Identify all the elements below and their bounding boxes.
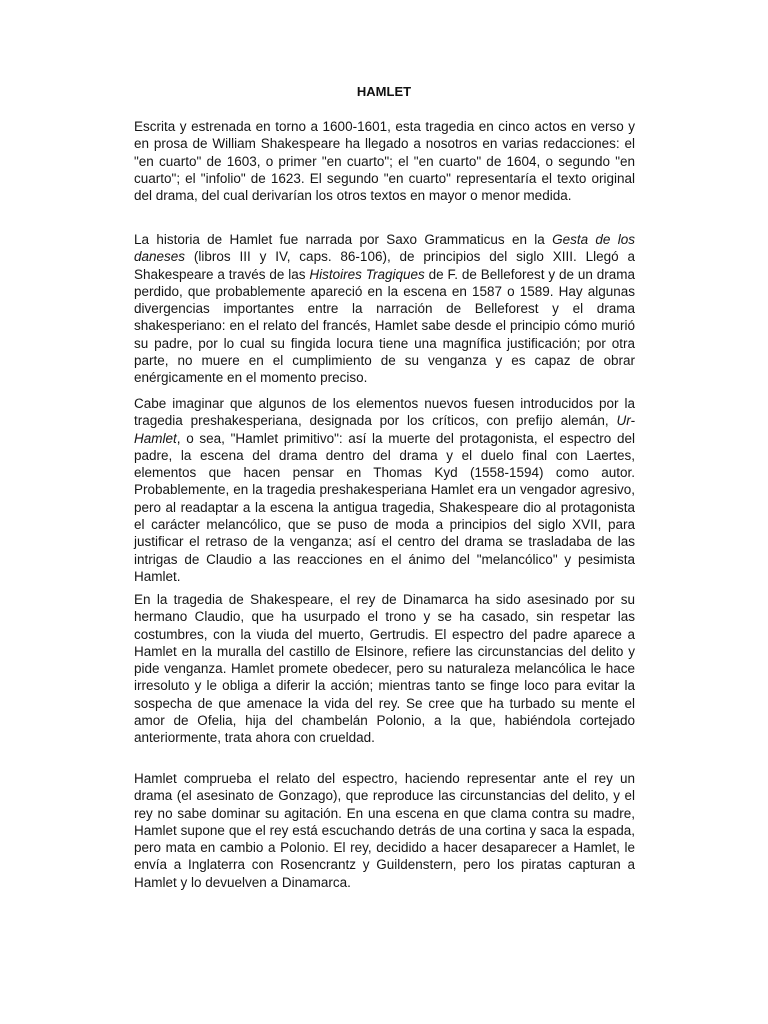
paragraph-2-italic-title-gesta: Gesta de los daneses [134, 232, 636, 265]
paragraph-2 [134, 231, 635, 387]
paragraph-2-text-a: La historia de Hamlet fue narrada por Saxo Grammaticus en la [134, 232, 553, 247]
paragraph-3-text-a: Cabe imaginar que algunos de los elementos nuevos fuesen introducidos por la tragedia preshakesperiana, designada por los críticos, con prefijo alemán, [134, 396, 635, 429]
paragraph-3-italic-ur-hamlet: Ur-Hamlet [134, 413, 635, 446]
paragraph-3-text-b: , o sea, "Hamlet primitivo": así la muerte del protagonista, el espectro del padre, la escena del drama dentro del drama y el duelo final con Laertes, elementos que hacen pensar en Thomas Kyd (1558-1594) como autor. Probablemente, en la tragedia preshakesperiana Hamlet era un vengador agresivo, pero al readaptar a la escena la antigua tragedia, Shakespeare dio al protagonista el carácter melancólico, que se puso de moda a principios del siglo XVII, para justificar el retraso de la venganza; así el centro del drama se trasladaba de las intrigas de Claudio a las reacciones en el ánimo del "melancólico" y pesimista Hamlet. [134, 430, 635, 584]
paragraph-2-italic-title-histoires: Histoires Tragiques [309, 266, 425, 282]
document-title: HAMLET [356, 84, 412, 99]
paragraph-3 [134, 395, 635, 585]
paragraph-2-text-c: de F. de Belleforest y de un drama perdido, que probablemente apareció en la escena en 1587 o 1589. Hay algunas divergencias importantes entre la narración de Belleforest y el drama shakesperiano: en el relato del francés, Hamlet sabe desde el principio cómo murió su padre, por lo cual su fingida locura tiene una magnífica justificación; por otra parte, no muere en el cumplimiento de su venganza y es capaz de obrar enérgicamente en el momento preciso. [134, 266, 636, 386]
paragraph-5: Hamlet comprueba el relato del espectro, haciendo representar ante el rey un drama (el asesinato de Gonzago), que reproduce las circunstancias del delito, y el rey no sabe dominar su agitación. En una escena en que clama contra su madre, Hamlet supone que el rey está escuchando detrás de una cortina y saca la espada, pero mata en cambio a Polonio. El rey, decidido a hacer desaparecer a Hamlet, le envía a Inglaterra con Rosencrantz y Guildenstern, pero los piratas capturan a Hamlet y lo devuelven a Dinamarca. [134, 771, 635, 890]
paragraph-1: Escrita y estrenada en torno a 1600-1601, esta tragedia en cinco actos en verso y en prosa de William Shakespeare ha llegado a nosotros en varias redacciones: el "en cuarto" de 1603, o primer "en cuarto"; el "en cuarto" de 1604, o segundo "en cuarto"; el "infolio" de 1623. El segundo "en cuarto" representaría el texto original del drama, del cual derivarían los otros textos en mayor o menor medida. [134, 119, 635, 204]
paragraph-4: En la tragedia de Shakespeare, el rey de Dinamarca ha sido asesinado por su hermano Claudio, que ha usurpado el trono y se ha casado, sin respetar las costumbres, con la viuda del muerto, Gertrudis. El espectro del padre aparece a Hamlet en la muralla del castillo de Elsinore, refiere las circunstancias del delito y pide venganza. Hamlet promete obedecer, pero su naturaleza melancólica le hace irresoluto y le obliga a diferir la acción; mientras tanto se finge loco para evitar la sospecha de que amenace la vida del rey. Se cree que ha turbado su mente el amor de Ofelia, hija del chambelán Polonio, a la que, habiéndola cortejado anteriormente, trata ahora con crueldad. [134, 592, 635, 746]
paragraph-2-text-b: (libros III y IV, caps. 86-106), de principios del siglo XIII. Llegó a Shakespeare a través de las [134, 249, 635, 282]
